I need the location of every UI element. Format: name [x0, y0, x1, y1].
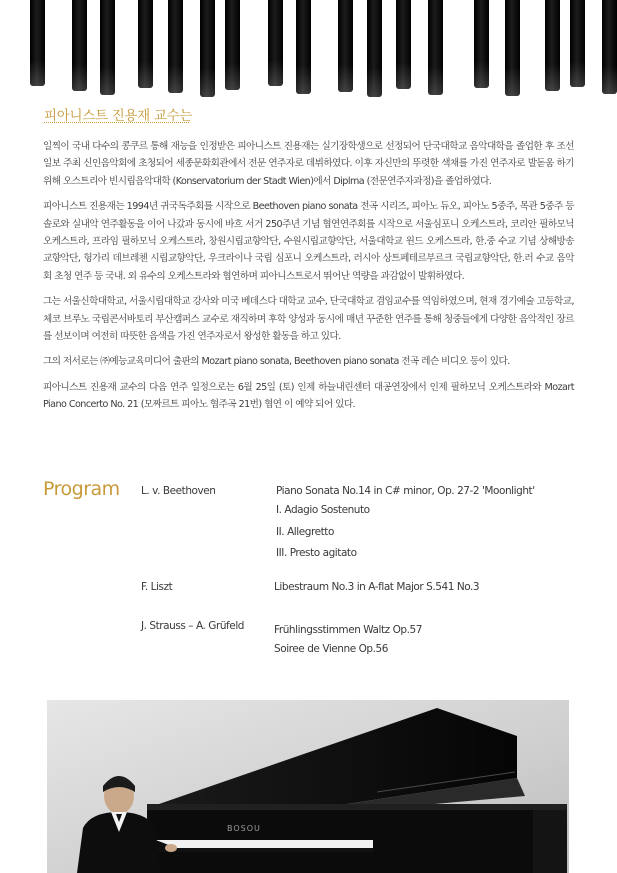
composer-liszt: F. Liszt: [141, 581, 173, 593]
key-highlight: [200, 0, 215, 97]
black-key: [168, 0, 183, 93]
piano-keys-banner: [0, 0, 617, 97]
black-key: [100, 0, 115, 95]
black-key: [367, 0, 382, 97]
black-key: [338, 0, 353, 92]
bio-paragraph: 그의 저서로는 ㈜예능교육미디어 출판의 Mozart piano sonata, Beethoven piano sonata 전곡 레슨 비디오 등이 있다.: [43, 356, 510, 368]
section-heading: 피아니스트 진용재 교수는: [44, 108, 193, 124]
key-highlight: [338, 0, 353, 92]
black-key: [505, 0, 520, 96]
black-key: [138, 0, 153, 88]
biography: [43, 138, 574, 422]
key-highlight: [296, 0, 311, 94]
black-key: [545, 0, 560, 91]
black-key: [428, 0, 443, 95]
key-highlight: [168, 0, 183, 93]
key-highlight: [225, 0, 240, 90]
key-highlight: [602, 0, 617, 94]
work-movement: III. Presto agitato: [276, 547, 357, 559]
key-highlight: [474, 0, 489, 88]
black-key: [225, 0, 240, 90]
black-key: [474, 0, 489, 88]
key-highlight: [570, 0, 585, 87]
work-title: Soiree de Vienne Op.56: [274, 643, 388, 655]
key-highlight: [268, 0, 283, 86]
black-key: [268, 0, 283, 86]
black-key: [30, 0, 45, 86]
performer-photo: [47, 700, 569, 873]
composer-beethoven: L. v. Beethoven: [141, 485, 216, 497]
bio-paragraph: 피아니스트 진용재 교수의 다음 연주 일정으로는 6월 25일 (토) 인제 하늘내린센터 대공연장에서 인제 필하모닉 오케스트라와 Mozart Piano Concerto No. 21 (모짜르트 피아노 협주곡 21번) 협연 이 예약 되어 있다.: [43, 381, 574, 411]
composer-strauss: J. Strauss – A. Grüfeld: [141, 620, 244, 632]
work-movement: I. Adagio Sostenuto: [276, 504, 370, 516]
black-key: [570, 0, 585, 87]
work-title: Piano Sonata No.14 in C# minor, Op. 27-2 'Moonlight': [276, 485, 535, 497]
work-title: Libestraum No.3 in A-flat Major S.541 No.3: [274, 581, 480, 593]
work-title: Frühlingsstimmen Waltz Op.57: [274, 624, 422, 636]
black-key: [602, 0, 617, 94]
bio-paragraph: 그는 서울신학대학교, 서울시립대학교 강사와 미국 베데스다 대학교 교수, 단국대학교 겸임교수를 역임하였으며, 현재 경기예술 고등학교, 체코 브루노 국립콘서바토리 부산캠퍼스 교수로 재직하며 후학 양성과 동시에 매년 꾸준한 연주를 통해 청중들에게 다양한 음악적인 장르를 선보이며 여전히 따뜻한 음색을 가진 연주자로서 왕성한 활동을 하고 있다.: [43, 296, 574, 343]
work-movement: II. Allegretto: [276, 526, 334, 538]
key-highlight: [505, 0, 520, 96]
black-key: [72, 0, 87, 91]
black-key: [296, 0, 311, 94]
black-key: [396, 0, 411, 89]
bio-paragraph: 피아니스트 진용재는 1994년 귀국독주회를 시작으로 Beethoven piano sonata 전곡 시리즈, 피아노 듀오, 피아노 5중주, 목관 5중주 등 솔로와 실내악 연주활동을 이어 나갔과 동시에 바흐 서거 250주년 기념 협연연주회를 시작으로 서울심포니 오케스트라, 코리안 필하모닉오케스트라, 프라임 필하모닉 오케스트라, 창원시립교향악단, 수원시립교향악단, 서울대학교 윈드 오케스트라, 한.중 수교 기념 상해방송교향악단, 헝가리 데브레첸 시립교향악단, 우크라이나 국립 심포니 오케스트라, 러시아 상트페테르부르크 국립교향악단, 한.러 수교 음악회 초청 연주 등 국내. 외 유수의 오케스트라와 협연하며 피아니스트로서 뛰어난 역량을 과감없이 발휘하였다.: [43, 201, 574, 282]
heading-underline: [44, 122, 189, 123]
photo-illustration: [47, 700, 569, 873]
key-highlight: [72, 0, 87, 91]
key-highlight: [367, 0, 382, 97]
bio-paragraph: 일찍이 국내 다수의 콩쿠르 통해 재능을 인정받은 피아니스트 진용재는 실기장학생으로 선정되어 단국대학교 음악대학을 졸업한 후 조선일보 주최 신인음악회에 초청되어 세종문화회관에서 전문 연주자로 데뷔하였다. 이후 자신만의 뚜렷한 색채를 가진 연주자로 발돋움 하기 위해 오스트리아 빈시립음악대학 (Konservatorium der Stadt Wien)에서 Diplma (전문연주자과정)을 졸업하였다.: [43, 141, 574, 187]
black-key: [200, 0, 215, 97]
program-title: Program: [43, 478, 120, 500]
key-highlight: [396, 0, 411, 89]
key-highlight: [545, 0, 560, 91]
key-highlight: [100, 0, 115, 95]
key-highlight: [428, 0, 443, 95]
piano-brand-text: BOSOU: [227, 824, 261, 833]
key-highlight: [30, 0, 45, 86]
key-highlight: [138, 0, 153, 88]
